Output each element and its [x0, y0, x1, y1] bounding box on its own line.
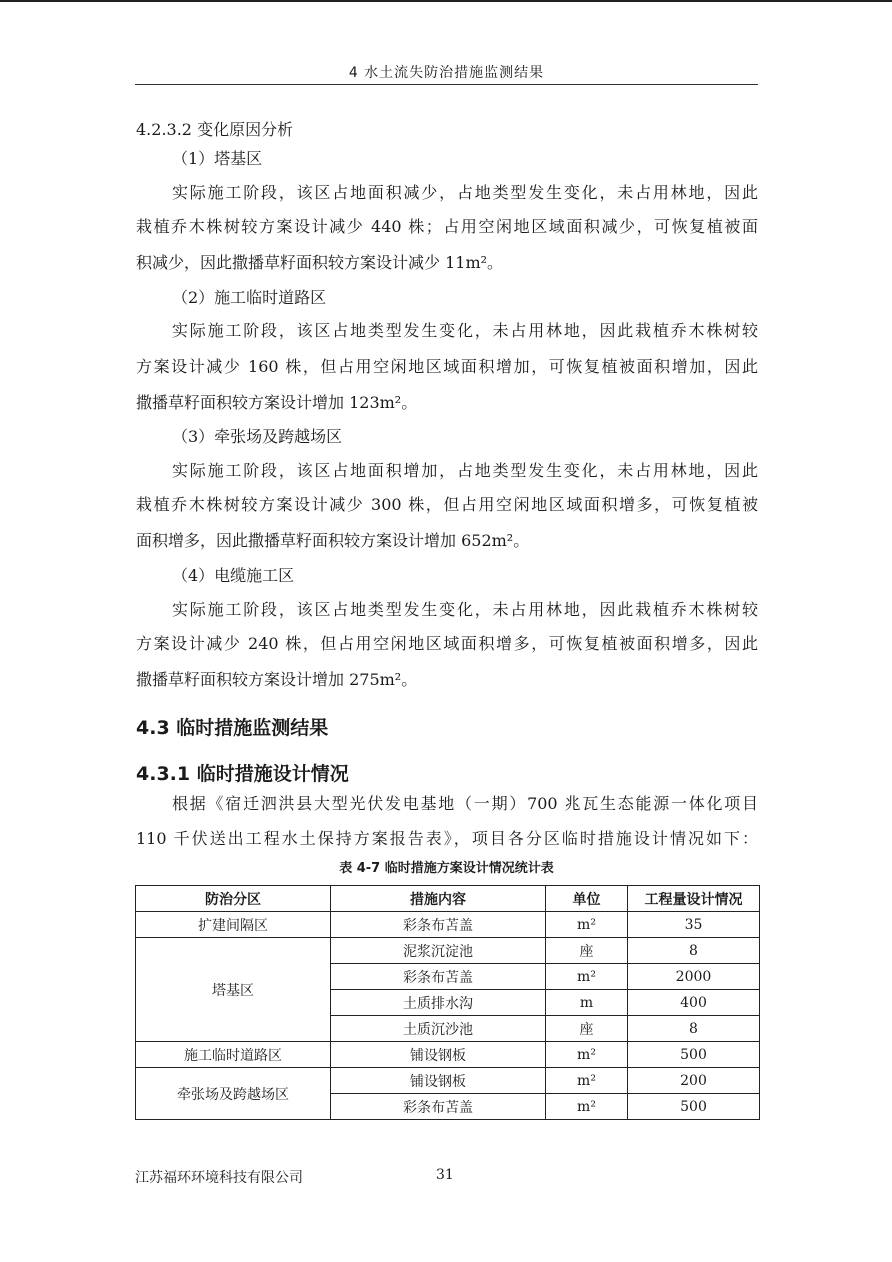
- paragraph-line: 方案设计减少 240 株，但占用空闲地区域面积增多，可恢复植被面积增多，因此: [136, 634, 758, 653]
- unit-cell: m²: [546, 1042, 628, 1068]
- quantity-cell: 35: [628, 912, 760, 938]
- table-header-row: [136, 886, 760, 912]
- measure-cell: 铺设钢板: [331, 1042, 546, 1068]
- footer-company: 江苏福环环境科技有限公司: [135, 1170, 303, 1186]
- paragraph-line: 实际施工阶段，该区占地类型发生变化，未占用林地，因此栽植乔木株树较: [172, 321, 758, 340]
- unit-cell: m²: [546, 964, 628, 990]
- item-heading: （2）施工临时道路区: [172, 288, 327, 307]
- measure-cell: 铺设钢板: [331, 1068, 546, 1094]
- measure-cell: 彩条布苫盖: [331, 912, 546, 938]
- measure-cell: 彩条布苫盖: [331, 1094, 546, 1120]
- paragraph-line: 积减少，因此撒播草籽面积较方案设计减少 11m²。: [136, 253, 504, 272]
- table-row: [136, 938, 760, 964]
- paragraph-line: 面积增多，因此撒播草籽面积较方案设计增加 652m²。: [136, 531, 530, 550]
- unit-cell: m²: [546, 1094, 628, 1120]
- table-caption: 表 4-7 临时措施方案设计情况统计表: [339, 861, 554, 876]
- unit-cell: 座: [546, 938, 628, 964]
- quantity-cell: 8: [628, 1016, 760, 1042]
- section-heading: 4.3 临时措施监测结果: [136, 717, 329, 739]
- zone-cell: 扩建间隔区: [136, 912, 331, 938]
- paragraph-line: 110 千伏送出工程水土保持方案报告表》，项目各分区临时措施设计情况如下：: [136, 829, 758, 848]
- item-heading: （1）塔基区: [172, 149, 263, 168]
- zone-cell: 施工临时道路区: [136, 1042, 331, 1068]
- quantity-cell: 500: [628, 1094, 760, 1120]
- paragraph-line: 栽植乔木株树较方案设计减少 440 株；占用空闲地区域面积减少，可恢复植被面: [136, 217, 758, 236]
- paragraph-line: 实际施工阶段，该区占地类型发生变化，未占用林地，因此栽植乔木株树较: [172, 600, 758, 619]
- zone-cell: 塔基区: [136, 938, 331, 1042]
- item-heading: （3）牵张场及跨越场区: [172, 427, 343, 446]
- table-row: [136, 1042, 760, 1068]
- subsection-heading: 4.3.1 临时措施设计情况: [136, 763, 349, 785]
- quantity-cell: 500: [628, 1042, 760, 1068]
- paragraph-line: 根据《宿迁泗洪县大型光伏发电基地（一期）700 兆瓦生态能源一体化项目: [172, 794, 758, 813]
- column-header-zone: 防治分区: [136, 886, 331, 912]
- unit-cell: 座: [546, 1016, 628, 1042]
- measure-cell: 彩条布苫盖: [331, 964, 546, 990]
- paragraph-line: 方案设计减少 160 株，但占用空闲地区域面积增加，可恢复植被面积增加，因此: [136, 357, 758, 376]
- quantity-cell: 2000: [628, 964, 760, 990]
- paragraph-line: 实际施工阶段，该区占地面积增加，占地类型发生变化，未占用林地，因此: [172, 461, 758, 480]
- measure-cell: 泥浆沉淀池: [331, 938, 546, 964]
- paragraph-line: 实际施工阶段，该区占地面积减少，占地类型发生变化，未占用林地，因此: [172, 183, 758, 202]
- unit-cell: m²: [546, 912, 628, 938]
- unit-cell: m: [546, 990, 628, 1016]
- header-rule: [135, 84, 758, 85]
- quantity-cell: 200: [628, 1068, 760, 1094]
- measure-cell: 土质排水沟: [331, 990, 546, 1016]
- measures-table: [135, 885, 760, 1120]
- top-border: [0, 0, 892, 2]
- column-header-measure: 措施内容: [331, 886, 546, 912]
- table-row: [136, 912, 760, 938]
- item-heading: （4）电缆施工区: [172, 566, 295, 585]
- measure-cell: 土质沉沙池: [331, 1016, 546, 1042]
- quantity-cell: 8: [628, 938, 760, 964]
- subsection-heading: 4.2.3.2 变化原因分析: [136, 120, 294, 139]
- paragraph-line: 撒播草籽面积较方案设计增加 123m²。: [136, 393, 418, 412]
- zone-cell: 牵张场及跨越场区: [136, 1068, 331, 1120]
- paragraph-line: 栽植乔木株树较方案设计减少 300 株，但占用空闲地区域面积增多，可恢复植被: [136, 495, 758, 514]
- paragraph-line: 撒播草籽面积较方案设计增加 275m²。: [136, 670, 418, 689]
- column-header-unit: 单位: [546, 886, 628, 912]
- table-row: [136, 1068, 760, 1094]
- column-header-quantity: 工程量设计情况: [628, 886, 760, 912]
- unit-cell: m²: [546, 1068, 628, 1094]
- page-number: 31: [436, 1167, 454, 1183]
- quantity-cell: 400: [628, 990, 760, 1016]
- running-header: 4 水土流失防治措施监测结果: [348, 65, 545, 81]
